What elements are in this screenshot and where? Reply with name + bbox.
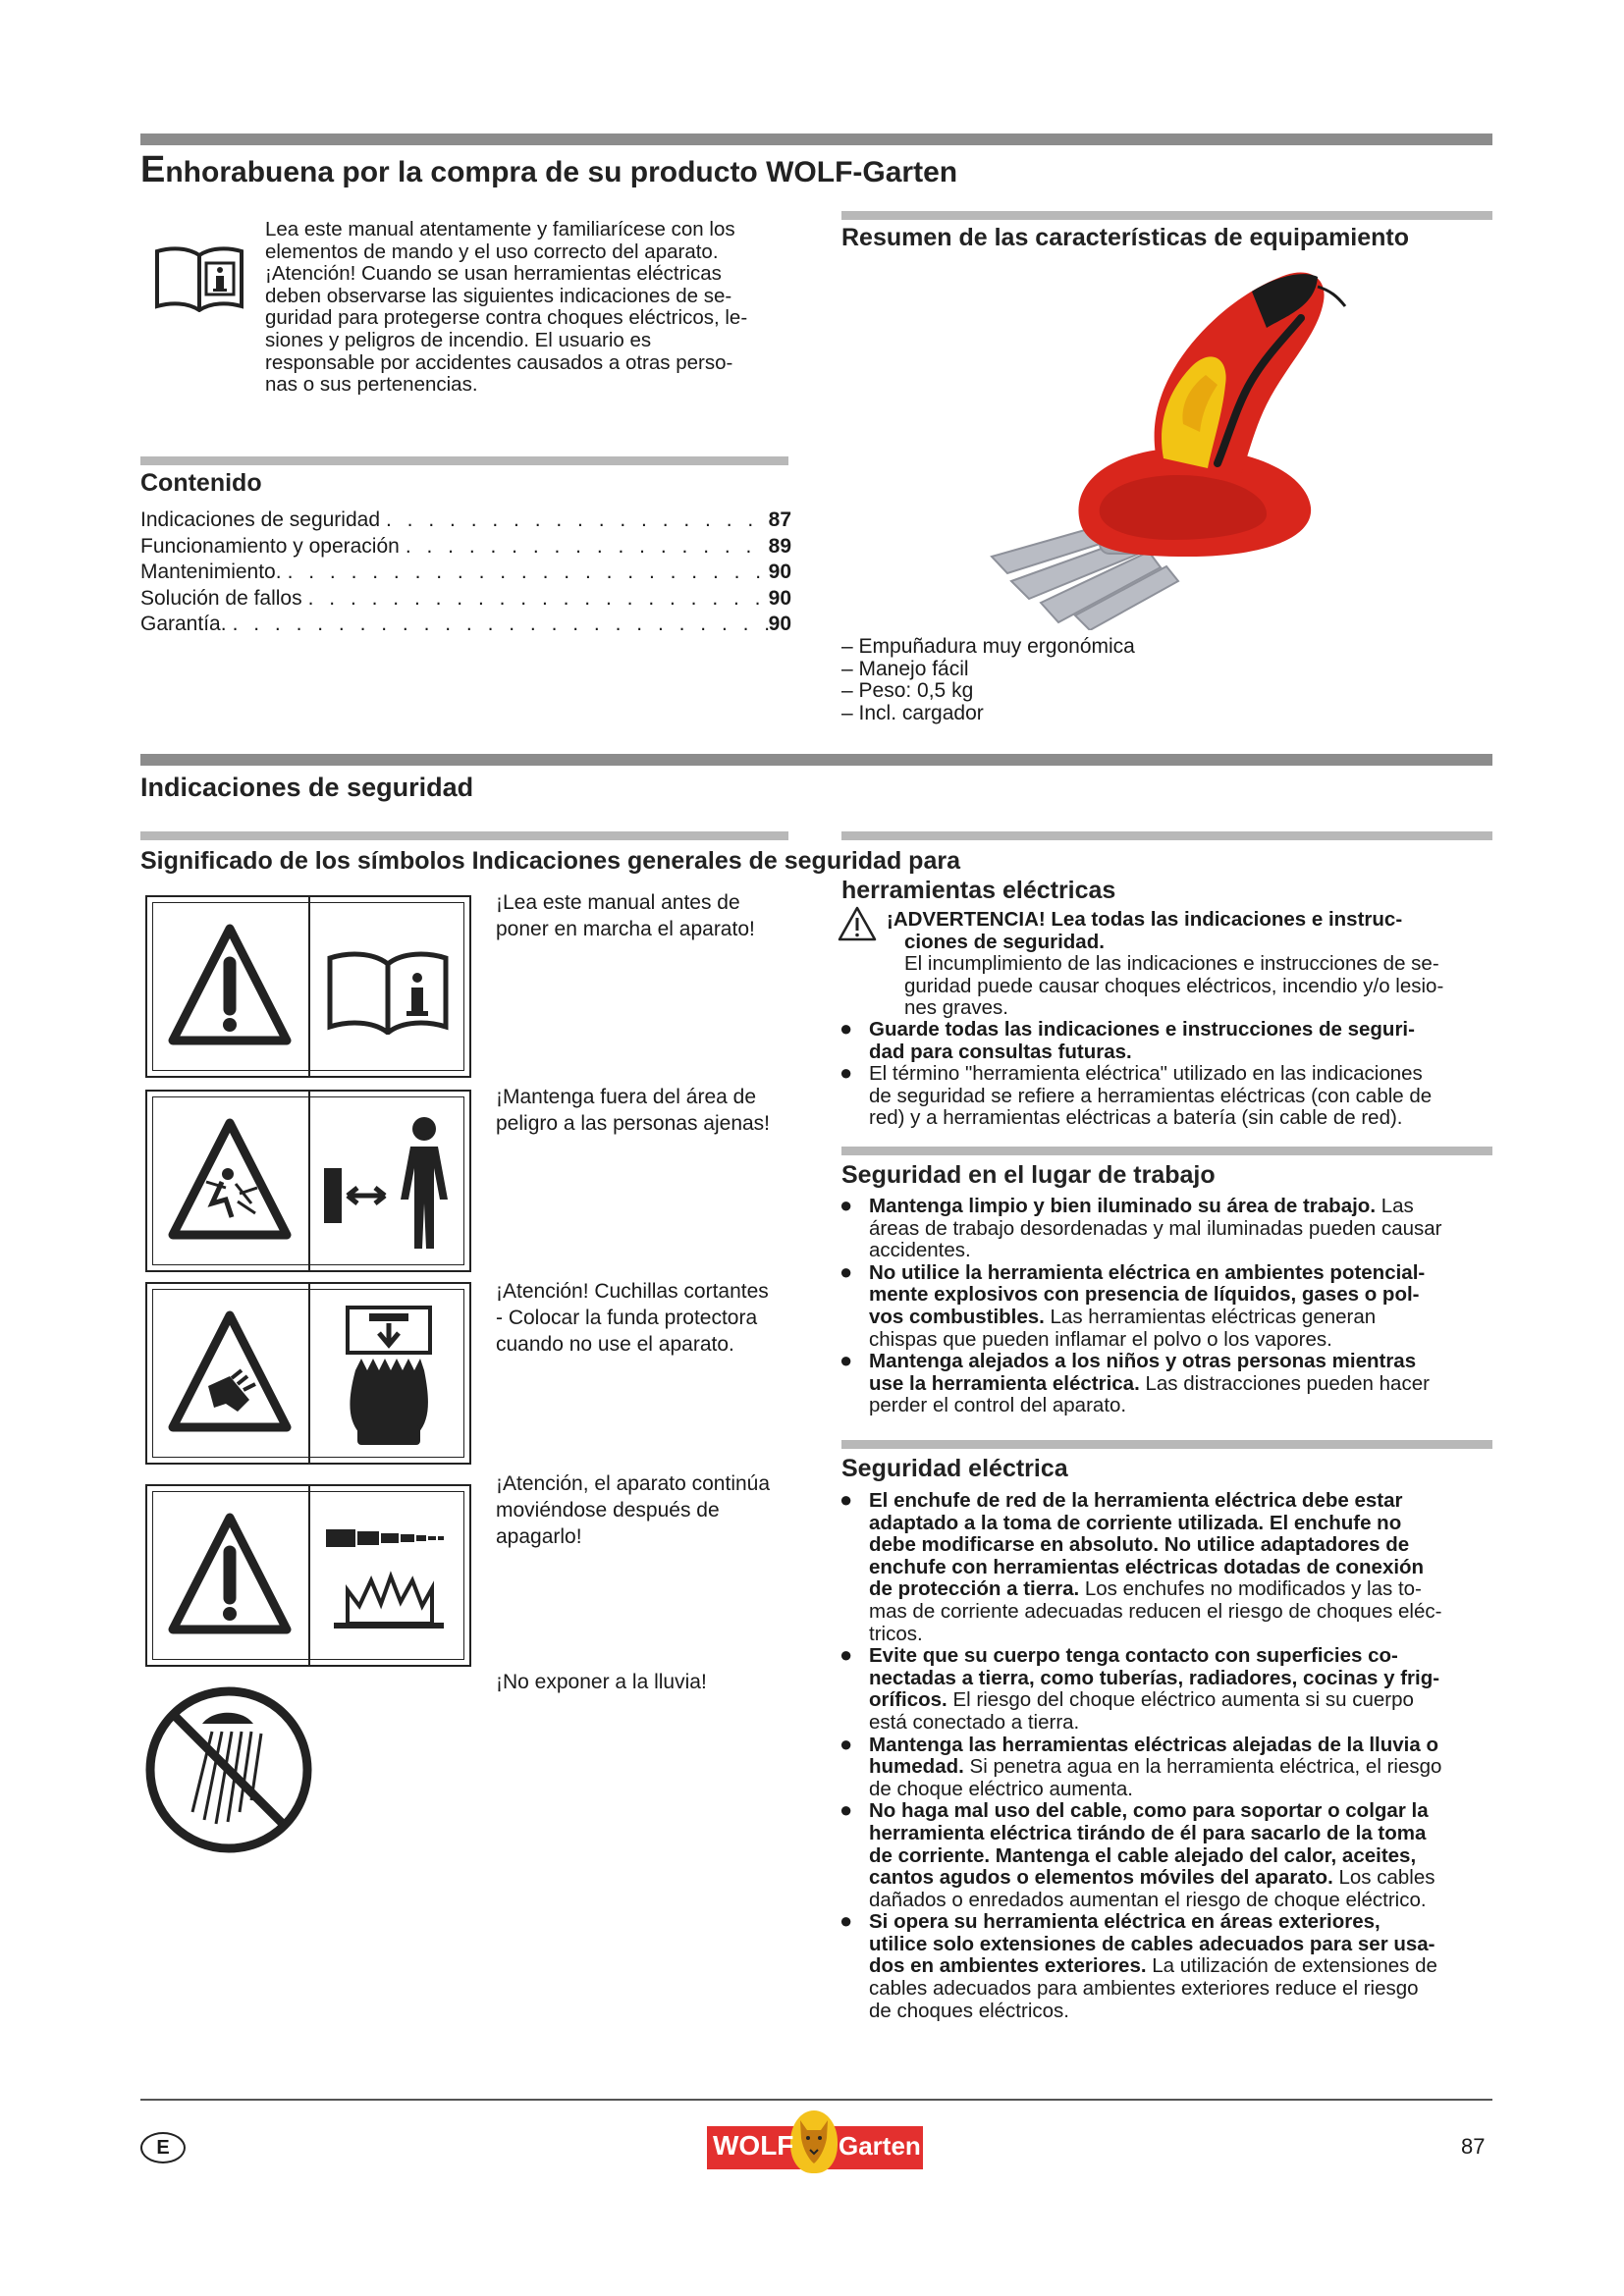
bullet-text: nectadas a tierra, como tuberías, radiadores, cocinas y frig- <box>869 1666 1440 1689</box>
bullet-text: accidentes. <box>869 1239 971 1262</box>
symbol-caption: ¡Lea este manual antes de poner en marcha el aparato! <box>496 891 755 940</box>
bullet-dot-icon: ● <box>839 1060 853 1086</box>
list-item: – Manejo fácil <box>841 657 969 680</box>
wolf-garten-logo: WOLF Garten <box>707 2110 923 2173</box>
bullet-item <box>839 1797 1497 1911</box>
hedge-shear-product-image <box>972 257 1365 635</box>
list-item: – Empuñadura muy ergonómica <box>841 635 1135 658</box>
bullet-text: oríficos. <box>869 1688 947 1712</box>
toc-item[interactable]: Funcionamiento y operación . . . 89 <box>140 535 791 561</box>
workplace-title: Seguridad en el lugar de trabajo <box>841 1161 1216 1189</box>
bullet-text: perder el control del aparato. <box>869 1394 1127 1417</box>
bullet-text: adaptado a la toma de corriente utilizada. El enchufe no <box>869 1511 1402 1534</box>
bullet-text: dos en ambientes exteriores. <box>869 1954 1147 1978</box>
bullet-text: La utilización de extensiones de <box>1146 1954 1437 1978</box>
bullet-text: mente explosivos con presencia de líquidos, gases o pol- <box>869 1283 1420 1307</box>
bullet-text: red) y a herramientas eléctricas a batería (sin cable de red). <box>869 1106 1403 1130</box>
bullet-item <box>839 1731 1497 1801</box>
bullet-text: de choques eléctricos. <box>869 1999 1069 2022</box>
bullet-text: de choque eléctrico aumenta. <box>869 1777 1133 1800</box>
bullet-text: El riesgo del choque eléctrico aumenta si su cuerpo <box>947 1688 1414 1712</box>
bullet-dot-icon: ● <box>839 1642 853 1668</box>
bullet-text: cables adecuados para ambientes exteriores reduce el riesgo <box>869 1977 1419 2001</box>
bullet-text: enchufe con herramientas eléctricas dotadas de conexión <box>869 1555 1425 1578</box>
bullet-item <box>839 1908 1497 2022</box>
running-blades-warning-icon <box>145 1484 471 1667</box>
bullet-text: tricos. <box>869 1622 923 1645</box>
safety-title: Indicaciones de seguridad <box>140 773 474 802</box>
sharp-blades-warning-icon <box>145 1282 471 1465</box>
intro-text: Lea este manual atentamente y familiarícese con los elementos de mando y el uso correcto del aparato. ¡Atención! Cuando se usan herramientas eléctricas deben observarse las siguientes indicaciones de se- guridad para protegerse contra choques eléctricos, le- siones y peligros de incendio. El usuario es responsable por accidentes causados a otras perso- nas o sus pertenencias. <box>265 218 748 397</box>
symbol-caption: ¡Atención! Cuchillas cortantes - Colocar la funda protectora cuando no use el aparato. <box>496 1280 769 1356</box>
bullet-dot-icon: ● <box>839 1797 853 1823</box>
bullet-text: Las <box>1376 1195 1414 1217</box>
bullet-text: use la herramienta eléctrica. <box>869 1371 1140 1395</box>
bullet-text: Guarde todas las indicaciones e instrucciones de seguri- <box>869 1018 1415 1041</box>
general-rule <box>841 831 1492 840</box>
no-rain-icon <box>143 1684 314 1860</box>
bullet-text: humedad. <box>869 1755 964 1779</box>
bullet-item <box>839 1348 1497 1417</box>
bullet-text: Mantenga las herramientas eléctricas alejadas de la lluvia o <box>869 1733 1438 1756</box>
workplace-bullets <box>839 1193 1497 1417</box>
features-rule <box>841 211 1492 220</box>
bullet-text: de corriente. Mantenga el cable alejado del calor, aceites, <box>869 1843 1417 1867</box>
warning-triangle-icon <box>837 905 878 947</box>
bullet-item <box>839 1642 1497 1734</box>
features-list <box>841 636 1135 724</box>
bullet-item <box>839 1193 1497 1262</box>
bullet-text: Los enchufes no modificados y las to- <box>1079 1577 1422 1601</box>
bullet-text: El enchufe de red de la herramienta eléctrica debe estar <box>869 1489 1403 1512</box>
bullet-text: herramienta eléctrica tirándo de él para sacarlo de la toma <box>869 1821 1427 1844</box>
bullet-dot-icon: ● <box>839 1731 853 1756</box>
features-title: Resumen de las características de equipamiento <box>841 224 1410 251</box>
keep-distance-warning-icon <box>145 1090 471 1272</box>
bullet-item <box>839 1487 1497 1645</box>
toc-list <box>140 508 791 639</box>
bullet-text: Mantenga alejados a los niños y otras personas mientras <box>869 1350 1417 1373</box>
bullet-text: Las distracciones pueden hacer <box>1139 1371 1430 1395</box>
general-title: herramientas eléctricas <box>841 877 1116 904</box>
bullet-dot-icon: ● <box>839 1487 853 1512</box>
toc-item[interactable]: Solución de fallos . . . 90 <box>140 587 791 614</box>
language-badge: E <box>140 2132 186 2163</box>
bullet-text: áreas de trabajo desordenadas y mal iluminadas pueden causar <box>869 1216 1442 1240</box>
bullet-text: Mantenga limpio y bien iluminado su área de trabajo. <box>869 1195 1377 1217</box>
electrical-bullets <box>839 1487 1497 2022</box>
bullet-text: El término "herramienta eléctrica" utilizado en las indicaciones <box>869 1062 1423 1086</box>
bullet-dot-icon: ● <box>839 1908 853 1934</box>
bullet-text: No utilice la herramienta eléctrica en ambientes potencial- <box>869 1260 1426 1284</box>
bullet-item <box>839 1016 1497 1063</box>
bullet-text: Los cables <box>1332 1866 1435 1890</box>
symbols-rule <box>140 831 788 840</box>
bullet-dot-icon: ● <box>839 1258 853 1284</box>
manual-info-icon <box>153 241 245 317</box>
symbol-caption: ¡Mantenga fuera del área de peligro a las personas ajenas! <box>496 1086 771 1135</box>
page-title: Enhorabuena por la compra de su producto WOLF-Garten <box>140 149 958 190</box>
bullet-text: No haga mal uso del cable, como para soportar o colgar la <box>869 1799 1429 1823</box>
bullet-text: de protección a tierra. <box>869 1577 1080 1601</box>
read-manual-warning-icon <box>145 895 471 1078</box>
bullet-text: está conectado a tierra. <box>869 1710 1080 1734</box>
bullet-text: debe modificarse en absoluto. No utilice adaptadores de <box>869 1533 1410 1557</box>
general-bullets <box>839 1016 1497 1130</box>
bullet-dot-icon: ● <box>839 1193 853 1217</box>
bullet-item <box>839 1060 1497 1130</box>
bullet-text: cantos agudos o elementos móviles del aparato. <box>869 1866 1333 1890</box>
bullet-text: dad para consultas futuras. <box>869 1040 1132 1063</box>
bullet-text: Las herramientas eléctricas generan <box>1044 1305 1377 1328</box>
bullet-text: mas de corriente adecuadas reducen el riesgo de choques eléc- <box>869 1599 1442 1623</box>
toc-title: Contenido <box>140 469 262 497</box>
symbols-title: Significado de los símbolos Indicaciones generales de seguridad para <box>140 847 960 875</box>
toc-rule <box>140 456 788 465</box>
footer-rule <box>140 2099 1492 2101</box>
electrical-title: Seguridad eléctrica <box>841 1455 1068 1482</box>
bullet-text: vos combustibles. <box>869 1305 1045 1328</box>
bullet-text: de seguridad se refiere a herramientas eléctricas (con cable de <box>869 1084 1433 1107</box>
warning-block: ¡ADVERTENCIA! Lea todas las indicaciones e instruc- ciones de seguridad. El incumplimiento de las indicaciones e instrucciones de se- guridad puede causar choques eléctricos, incendio y/o lesio- nes graves. <box>887 908 1444 1020</box>
bullet-text: Si penetra agua en la herramienta eléctrica, el riesgo <box>963 1755 1442 1779</box>
symbol-caption: ¡Atención, el aparato continúa moviéndose después de apagarlo! <box>496 1472 771 1548</box>
list-item: – Incl. cargador <box>841 701 984 724</box>
bullet-text: utilice solo extensiones de cables adecuados para ser usa- <box>869 1932 1435 1955</box>
workplace-rule <box>841 1147 1492 1155</box>
toc-item[interactable]: Indicaciones de seguridad . . . 87 <box>140 508 791 535</box>
toc-item[interactable]: Garantía. . . . 90 <box>140 613 791 639</box>
bullet-text: Si opera su herramienta eléctrica en áreas exteriores, <box>869 1910 1380 1934</box>
bullet-text: dañados o enredados aumentan el riesgo de choque eléctrico. <box>869 1888 1427 1911</box>
bullet-text: Evite que su cuerpo tenga contacto con superficies co- <box>869 1644 1398 1668</box>
bullet-dot-icon: ● <box>839 1348 853 1373</box>
list-item: – Peso: 0,5 kg <box>841 679 974 702</box>
page-number: 87 <box>1461 2134 1486 2159</box>
symbol-caption: ¡No exponer a la lluvia! <box>496 1671 707 1693</box>
bullet-text: chispas que pueden inflamar el polvo o los vapores. <box>869 1327 1332 1351</box>
bullet-dot-icon: ● <box>839 1016 853 1041</box>
electrical-rule <box>841 1440 1492 1449</box>
toc-item[interactable]: Mantenimiento. . . . 90 <box>140 561 791 587</box>
safety-rule <box>140 754 1492 766</box>
bullet-item <box>839 1258 1497 1351</box>
header-rule <box>140 133 1492 145</box>
